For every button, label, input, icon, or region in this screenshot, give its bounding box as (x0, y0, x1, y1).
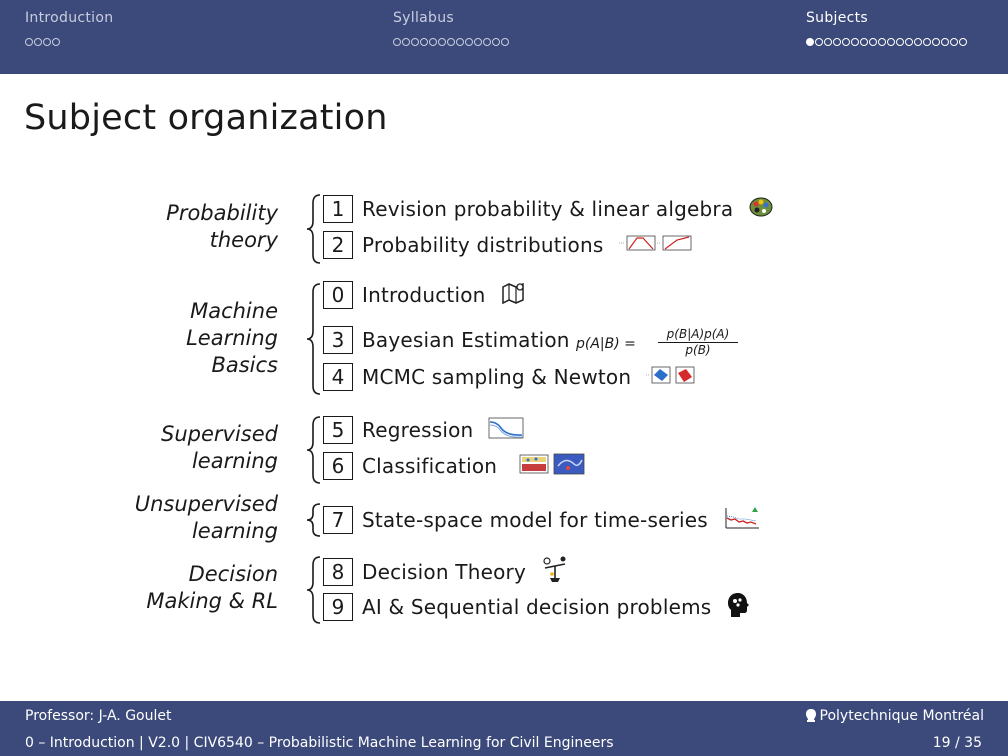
nav-dot[interactable] (438, 38, 446, 46)
nav-section-introduction[interactable] (25, 10, 113, 41)
top-navigation-bar (0, 0, 1008, 74)
brain-head-icon (726, 592, 750, 622)
nav-dot[interactable] (43, 38, 51, 46)
nav-dot[interactable] (923, 38, 931, 46)
palette-icon (748, 195, 774, 223)
nav-dot[interactable] (429, 38, 437, 46)
nav-dot[interactable] (806, 38, 814, 46)
nav-section-title[interactable]: Subjects (806, 10, 869, 26)
nav-dot[interactable] (941, 38, 949, 46)
nav-dot[interactable] (932, 38, 940, 46)
subject-label: AI & Sequential decision problems (362, 595, 712, 619)
nav-section-syllabus[interactable] (393, 10, 510, 41)
nav-dot[interactable] (465, 38, 473, 46)
nav-dot[interactable] (851, 38, 859, 46)
group-label-line: Making & RL (146, 589, 278, 613)
subject-item-4 (323, 363, 698, 393)
page-title: Subject organization (24, 98, 388, 138)
classification-plots-icon (516, 452, 586, 480)
subject-label: Revision probability & linear algebra (362, 197, 734, 221)
nav-dot[interactable] (824, 38, 832, 46)
footer-course: 0 – Introduction | V2.0 | CIV6540 – Probabilistic Machine Learning for Civil Engineers (25, 735, 614, 751)
group-label-unsupervised (135, 491, 278, 545)
nav-dot[interactable] (501, 38, 509, 46)
nav-dot[interactable] (393, 38, 401, 46)
nav-dot[interactable] (483, 38, 491, 46)
left-brace (306, 282, 322, 396)
decision-scale-icon (541, 556, 569, 588)
nav-dot[interactable] (52, 38, 60, 46)
subject-label: State-space model for time-series (362, 508, 708, 532)
subject-number: 7 (323, 506, 353, 534)
group-label-line: Learning (186, 326, 278, 350)
subject-number: 9 (323, 593, 353, 621)
footer-page-number: 19 / 35 (932, 735, 982, 751)
formula-denominator: p(B) (685, 343, 711, 357)
nav-progress-dots[interactable] (806, 31, 968, 41)
nav-dot[interactable] (447, 38, 455, 46)
nav-section-title[interactable]: Syllabus (393, 10, 454, 26)
group-label-line: learning (191, 449, 278, 473)
formula-numerator: p(B|A)p(A) (666, 327, 730, 341)
nav-dot[interactable] (887, 38, 895, 46)
left-brace (306, 415, 322, 485)
subject-number: 5 (323, 416, 353, 444)
nav-progress-dots[interactable] (393, 31, 510, 41)
subject-number: 4 (323, 363, 353, 391)
subject-label: Bayesian Estimation (362, 328, 570, 352)
subject-item-8 (323, 556, 569, 586)
map-icon (501, 281, 525, 309)
polytechnique-logo-icon (804, 708, 818, 726)
nav-dot[interactable] (25, 38, 33, 46)
group-label-ml-basics (186, 298, 278, 379)
nav-section-title[interactable]: Introduction (25, 10, 114, 26)
nav-dot[interactable] (833, 38, 841, 46)
nav-dot[interactable] (959, 38, 967, 46)
nav-dot[interactable] (411, 38, 419, 46)
subject-number: 2 (323, 231, 353, 259)
group-label-decision-making (146, 561, 278, 615)
regression-plot-icon (487, 416, 525, 444)
subject-number: 6 (323, 452, 353, 480)
group-label-line: Probability (166, 201, 278, 225)
nav-dot[interactable] (842, 38, 850, 46)
group-label-line: Supervised (161, 422, 278, 446)
group-label-line: learning (191, 519, 278, 543)
subject-label: MCMC sampling & Newton (362, 365, 632, 389)
nav-dot[interactable] (492, 38, 500, 46)
group-label-line: Unsupervised (134, 492, 278, 516)
left-brace (306, 502, 322, 538)
group-label-line: Decision (188, 562, 278, 586)
footer-institution (804, 708, 984, 726)
nav-section-subjects[interactable] (806, 10, 968, 41)
nav-dot[interactable] (950, 38, 958, 46)
nav-dot[interactable] (34, 38, 42, 46)
subject-number: 8 (323, 558, 353, 586)
subject-item-7 (323, 504, 761, 534)
subject-label: Classification (362, 454, 498, 478)
subject-label: Regression (362, 418, 474, 442)
footer-bar (0, 701, 1008, 756)
nav-dot[interactable] (474, 38, 482, 46)
subject-label: Decision Theory (362, 560, 526, 584)
subject-item-1 (323, 195, 774, 225)
nav-dot[interactable] (914, 38, 922, 46)
subject-number: 3 (323, 326, 353, 354)
nav-dot[interactable] (402, 38, 410, 46)
subject-number: 0 (323, 281, 353, 309)
group-label-line: Basics (211, 353, 278, 377)
left-brace (306, 555, 322, 625)
subject-item-6 (323, 452, 586, 482)
distribution-plots-icon (619, 232, 695, 258)
left-brace (306, 193, 322, 265)
subject-item-9 (323, 592, 750, 622)
subject-label: Probability distributions (362, 233, 604, 257)
nav-dot[interactable] (896, 38, 904, 46)
institution-name: Polytechnique Montréal (819, 708, 984, 724)
subject-item-5 (323, 416, 525, 446)
subject-label: Introduction (362, 283, 486, 307)
nav-dot[interactable] (860, 38, 868, 46)
group-label-line: Machine (190, 299, 278, 323)
group-label-probability-theory (166, 200, 278, 254)
formula-fraction (658, 328, 738, 357)
group-label-supervised (161, 421, 278, 475)
subject-item-2 (323, 231, 695, 261)
subject-item-3 (323, 326, 570, 356)
subject-number: 1 (323, 195, 353, 223)
nav-dot[interactable] (905, 38, 913, 46)
nav-dot[interactable] (869, 38, 877, 46)
nav-dot[interactable] (815, 38, 823, 46)
formula-lhs: p(A|B) = (576, 336, 636, 352)
mcmc-plots-icon (646, 363, 698, 391)
nav-progress-dots[interactable] (25, 31, 113, 41)
time-series-plot-icon (723, 504, 761, 536)
group-label-line: theory (209, 228, 278, 252)
footer-professor: Professor: J-A. Goulet (25, 708, 172, 724)
nav-dot[interactable] (420, 38, 428, 46)
subject-item-0 (323, 281, 525, 311)
nav-dot[interactable] (456, 38, 464, 46)
nav-dot[interactable] (878, 38, 886, 46)
